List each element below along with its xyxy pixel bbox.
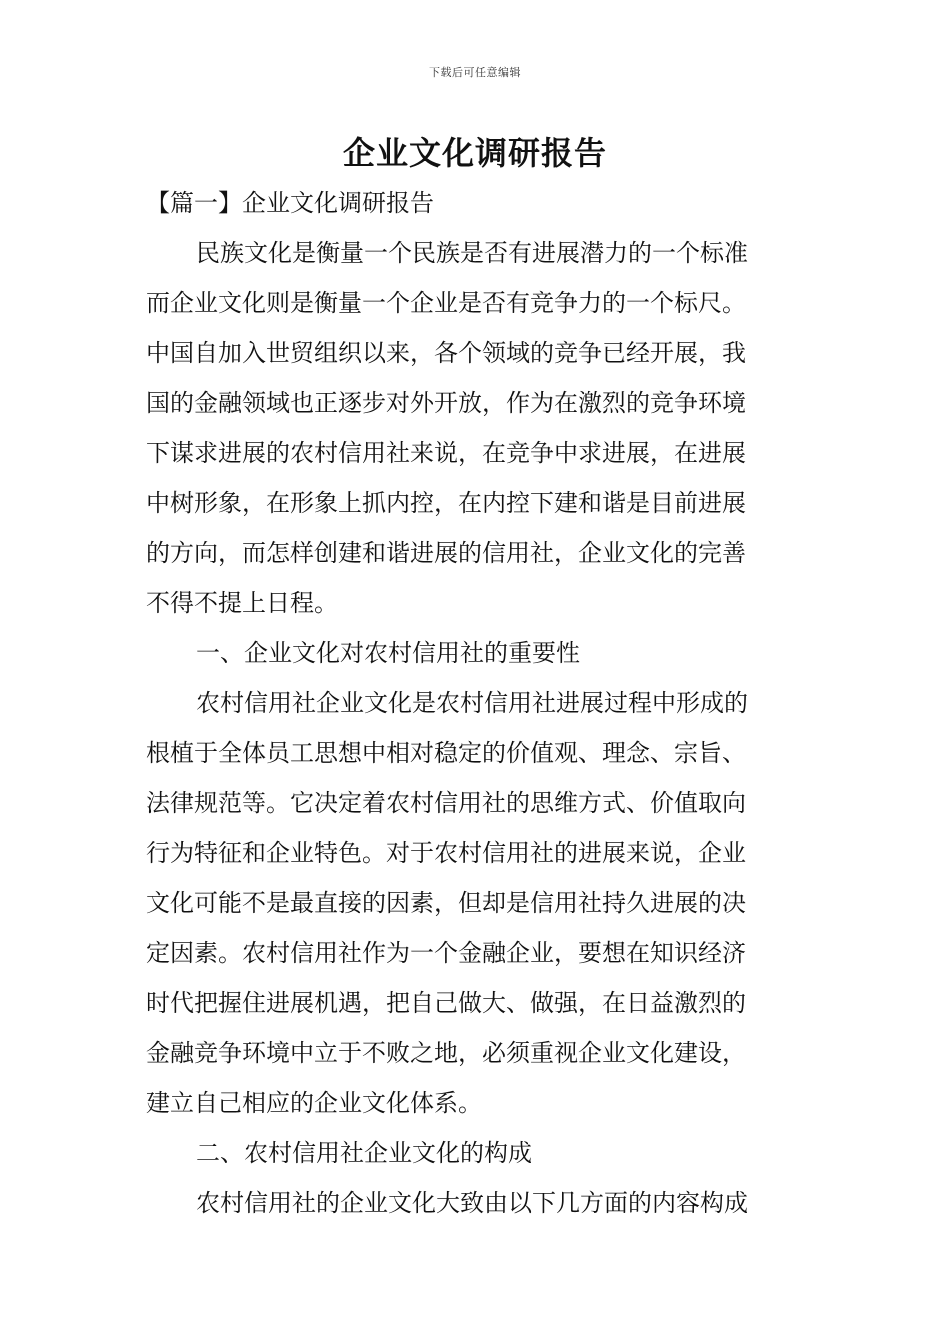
section-label: 【篇一】企业文化调研报告 xyxy=(146,189,434,217)
paragraph-intro xyxy=(146,228,808,628)
paragraph-line: 行为特征和企业特色。对于农村信用社的进展来说，企业 xyxy=(146,839,746,867)
paragraph-line: 的方向，而怎样创建和谐进展的信用社，企业文化的完善 xyxy=(146,539,746,567)
document-body xyxy=(146,178,808,1228)
paragraph-composition xyxy=(146,1178,808,1228)
paragraph-line: 定因素。农村信用社作为一个金融企业，要想在知识经济 xyxy=(146,939,746,967)
paragraph-line: 金融竞争环境中立于不败之地，必须重视企业文化建设， xyxy=(146,1039,746,1067)
paragraph-line: 农村信用社企业文化是农村信用社进展过程中形成的 xyxy=(196,689,748,717)
paragraph-line: 不得不提上日程。 xyxy=(146,589,338,617)
paragraph-line: 下谋求进展的农村信用社来说，在竞争中求进展，在进展 xyxy=(146,439,746,467)
paragraph-line: 根植于全体员工思想中相对稳定的价值观、理念、宗旨、 xyxy=(146,739,746,767)
paragraph-line: 而企业文化则是衡量一个企业是否有竞争力的一个标尺。 xyxy=(146,289,746,317)
section-heading-1: 一、企业文化对农村信用社的重要性 xyxy=(196,639,580,667)
paragraph-line: 农村信用社的企业文化大致由以下几方面的内容构成 xyxy=(196,1189,748,1217)
section-heading-2: 二、农村信用社企业文化的构成 xyxy=(196,1139,532,1167)
paragraph-line: 文化可能不是最直接的因素，但却是信用社持久进展的决 xyxy=(146,889,746,917)
paragraph-line: 时代把握住进展机遇，把自己做大、做强，在日益激烈的 xyxy=(146,989,746,1017)
header-note: 下载后可任意编辑 xyxy=(429,66,521,79)
paragraph-line: 中树形象，在形象上抓内控，在内控下建和谐是目前进展 xyxy=(146,489,746,517)
paragraph-line: 国的金融领域也正逐步对外开放，作为在激烈的竞争环境 xyxy=(146,389,746,417)
paragraph-line: 民族文化是衡量一个民族是否有进展潜力的一个标准 xyxy=(196,239,748,267)
document-title: 企业文化调研报告 xyxy=(342,134,607,172)
paragraph-importance xyxy=(146,678,808,1128)
paragraph-line: 建立自己相应的企业文化体系。 xyxy=(146,1089,482,1117)
paragraph-line: 中国自加入世贸组织以来，各个领域的竞争已经开展，我 xyxy=(146,339,746,367)
paragraph-line: 法律规范等。它决定着农村信用社的思维方式、价值取向 xyxy=(146,789,746,817)
